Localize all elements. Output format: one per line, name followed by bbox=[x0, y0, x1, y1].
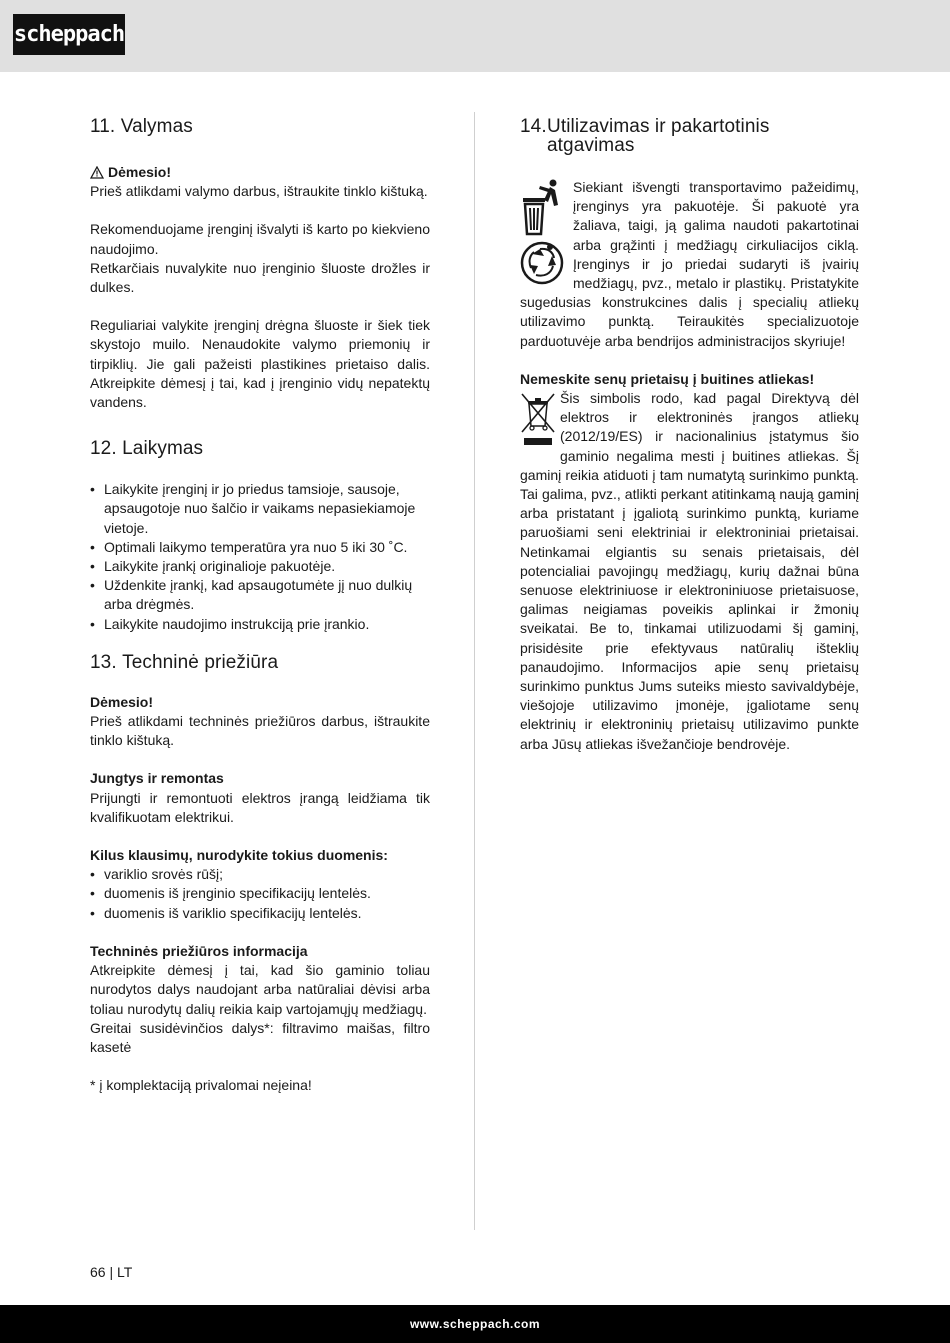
list-item: • duomenis iš variklio specifikacijų lentelės. bbox=[90, 904, 430, 923]
section-title-text: Techninė priežiūra bbox=[122, 651, 279, 673]
right-column bbox=[520, 117, 859, 754]
list-item: • variklio srovės rūšį; bbox=[90, 865, 430, 884]
section-12-title bbox=[90, 439, 430, 458]
subheading-maintenance-info: Techninės priežiūros informacija bbox=[90, 942, 308, 959]
list-item: • duomenis iš įrenginio specifikacijų lentelės. bbox=[90, 884, 430, 903]
subheading-no-household-waste: Nemeskite senų prietaisų į buitines atliekas! bbox=[520, 370, 815, 387]
trash-bin-icon bbox=[520, 178, 566, 238]
page-number: 66 bbox=[90, 1264, 106, 1280]
s14-paragraph-1: Siekiant išvengti transportavimo pažeidimų, įrenginys yra pakuotėje. Ši pakuotė yra žaliava, taigi, ją galima naudoti pakartotinai arba grąžinti į medžiagų cirkuliacijos ciklą. Įrenginys ir jo priedai sudaryti iš įvairių medžiagų, pvz., metalo ir plastikų. Pristatykite sugedusias konstrukcines dalis į specialių atliekų utilizavimo punktą. Teiraukitės specializuotoje parduotuvėje arba bendrijos administracijos skyriuje! bbox=[520, 179, 859, 349]
separator: | bbox=[109, 1264, 114, 1280]
section-11-title bbox=[90, 117, 430, 136]
subheading-connections: Jungtys ir remontas bbox=[90, 770, 224, 787]
footnote: * į komplektaciją privalomai neįeina! bbox=[90, 1077, 312, 1094]
left-column bbox=[90, 117, 430, 1095]
s11-paragraph-3: Retkarčiais nuvalykite nuo įrenginio šluoste drožles ir dulkes. bbox=[90, 259, 430, 296]
attention-label: Dėmesio! bbox=[108, 164, 172, 180]
subheading-questions: Kilus klausimų, nurodykite tokius duomenis: bbox=[90, 847, 388, 864]
recycle-icon bbox=[520, 240, 566, 286]
disposal-block bbox=[520, 178, 859, 351]
list-item: • Optimali laikymo temperatūra yra nuo 5 iki 30 ˚C. bbox=[90, 538, 430, 557]
section-title-text: Valymas bbox=[120, 116, 193, 137]
s11-paragraph-2: Rekomenduojame įrenginį išvalyti iš karto po kiekvieno naudojimo. bbox=[90, 221, 430, 257]
scheppach-logo: scheppach bbox=[13, 14, 125, 55]
weee-icon-wrap bbox=[520, 389, 560, 448]
weee-block bbox=[520, 389, 859, 754]
section-14-title bbox=[520, 117, 859, 155]
s13-paragraph-3: Atkreipkite dėmesį į tai, kad šio gaminio toliau nurodytos dalys naudojant arba natūraliai dėvisi arba toliau nurodytų dalių reikia kaip vartojamųjų medžiagų. bbox=[90, 962, 430, 1017]
list-item: • Laikykite įrenginį ir jo priedus tamsioje, sausoje, apsaugotoje nuo šalčio ir vaikams nepasiekiamoje vietoje. bbox=[90, 480, 430, 538]
website-link[interactable]: www.scheppach.com bbox=[409, 1317, 541, 1331]
crossed-bin-icon bbox=[520, 392, 556, 448]
section-13-title bbox=[90, 653, 430, 672]
list-item: • Uždenkite įrankį, kad apsaugotumėte jį nuo dulkių arba drėgmės. bbox=[90, 576, 430, 614]
warning-icon bbox=[90, 166, 104, 179]
storage-list bbox=[90, 480, 430, 634]
attention-label: Dėmesio! bbox=[90, 693, 154, 710]
recycling-icons bbox=[520, 178, 573, 286]
s11-paragraph-4: Reguliariai valykite įrenginį drėgna šluoste ir šiek tiek skystojo muilo. Nenaudokite valymo priemonių ir tirpiklių. Jie gali pažeisti plastikines prietaiso dalis. Atkreipkite dėmesį į tai, kad į įrenginio vidų nepatektų vandens. bbox=[90, 317, 430, 411]
footer-band bbox=[0, 1305, 950, 1343]
s14-paragraph-2: Šis simbolis rodo, kad pagal Direktyvą dėl elektros ir elektroninės įrangos atliekų (2012/19/ES) ir nacionalinius įstatymus šio gaminio negalima mesti į buitines atliekas. Šį gaminį reikia atiduoti į tam numatytą surinkimo punktą. Tai galima, pvz., atlikti perkant atitinkamą naują gaminį arba pristatant į įgaliotą surinkimo punktą, kuriame paruošiami seni elektriniai ir elektroniniai prietaisai. Netinkamai elgiantis su senais prietaisais, dėl potencialiai pavojingų medžiagų, kurių dažnai būna senuose elektriniuose ir elektroniniuose prietaisuose, galimas neigiamas poveikis aplinkai ir žmonių sveikatai. Be to, tinkamai utilizuodami šį gaminį, prisidėsite prie efektyvaus natūralių išteklių panaudojimo. Informacijos apie senų prietaisų surinkimo punktus Jums suteiks miesto savivaldybėje, viešojoje utilizavimo įmonėje, įgaliotame senų elektrinių ir elektroninių prietaisų utilizavimo punkte arba Jūsų atliekas išvežančioje bendrovėje. bbox=[520, 390, 859, 752]
list-item: • Laikykite naudojimo instrukciją prie įrankio. bbox=[90, 615, 430, 634]
section-number: 13. bbox=[90, 651, 117, 673]
page-footer bbox=[90, 1264, 132, 1280]
section-number: 14. bbox=[520, 116, 547, 137]
column-divider bbox=[474, 112, 475, 1230]
language-code: LT bbox=[117, 1264, 133, 1280]
section-title-text: Utilizavimas ir pakartotinis atgavimas bbox=[547, 116, 770, 156]
list-item: • Laikykite įrankį originalioje pakuotėje. bbox=[90, 557, 430, 576]
info-list bbox=[90, 865, 430, 923]
s13-paragraph-2: Prijungti ir remontuoti elektros įrangą leidžiama tik kvalifikuotam elektrikui. bbox=[90, 789, 430, 825]
section-number: 11. bbox=[90, 116, 116, 137]
attention-line bbox=[90, 163, 430, 182]
s13-paragraph-1: Prieš atlikdami techninės priežiūros darbus, ištraukite tinklo kištuką. bbox=[90, 713, 430, 749]
section-title-text: Laikymas bbox=[122, 438, 204, 460]
section-number: 12. bbox=[90, 438, 117, 460]
s11-paragraph-1: Prieš atlikdami valymo darbus, ištraukite tinklo kištuką. bbox=[90, 183, 428, 200]
s13-paragraph-4: Greitai susidėvinčios dalys*: filtravimo maišas, filtro kasetė bbox=[90, 1019, 430, 1055]
header-band bbox=[0, 0, 950, 72]
